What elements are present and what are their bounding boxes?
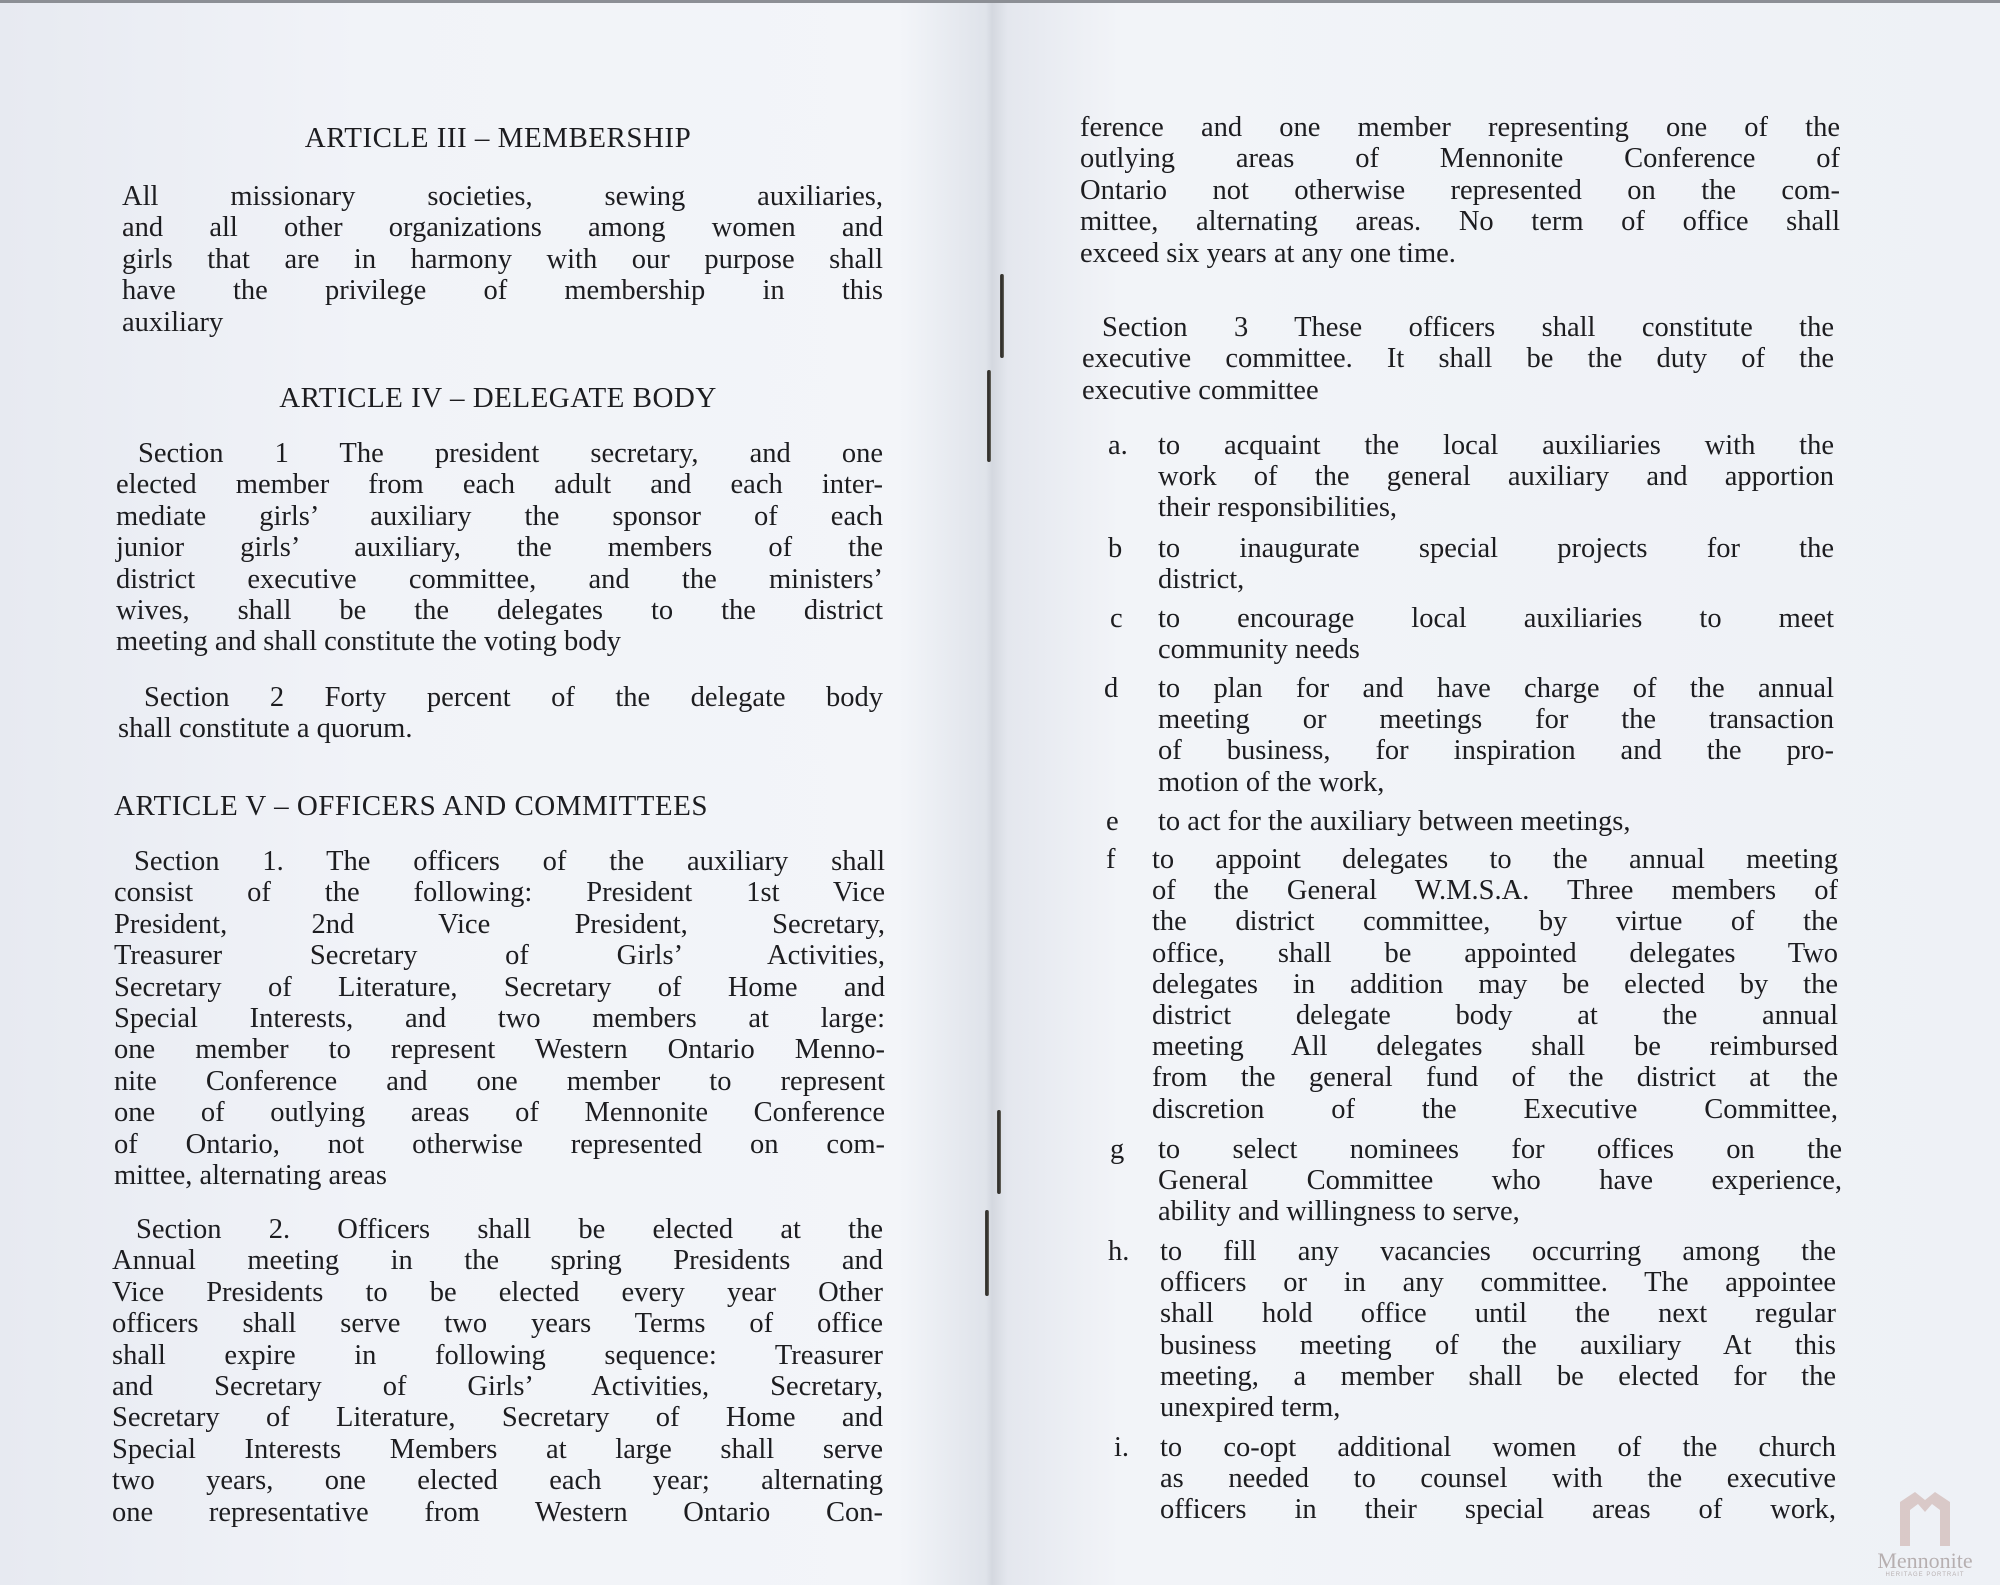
- text-line: work of the general auxiliary and apportion: [1158, 461, 1834, 493]
- section-2-continuation: [1080, 112, 1840, 269]
- list-item-text: [1158, 806, 1834, 837]
- text-line: consist of the following: President 1st Vice: [114, 877, 885, 909]
- list-item-text: [1160, 1432, 1836, 1526]
- text-line: elected member from each adult and each inter-: [116, 469, 883, 501]
- text-line: Secretary of Literature, Secretary of Home and: [112, 1402, 883, 1434]
- text-line: girls that are in harmony with our purpose shall: [122, 243, 883, 275]
- text-line: Vice Presidents to be elected every year Other: [112, 1276, 883, 1308]
- text-line: meeting, a member shall be elected for the: [1160, 1360, 1836, 1392]
- text-line: mediate girls’ auxiliary the sponsor of each: [116, 500, 883, 532]
- section-3-text: [1082, 312, 1834, 406]
- article-5-section-2: [112, 1214, 883, 1528]
- text-line: motion of the work,: [1158, 766, 1385, 798]
- text-line: one of outlying areas of Mennonite Conference: [114, 1097, 885, 1129]
- text-line: to inaugurate special projects for the: [1158, 533, 1834, 564]
- text-line: Secretary of Literature, Secretary of Home and: [114, 971, 885, 1003]
- text-line: General Committee who have experience,: [1158, 1165, 1842, 1197]
- staple-top-lower: [987, 370, 991, 462]
- list-item-text: [1158, 430, 1834, 524]
- list-marker: f: [1106, 844, 1116, 875]
- text-line: and Secretary of Girls’ Activities, Secretary,: [112, 1371, 883, 1403]
- text-line: have the privilege of membership in this: [122, 275, 883, 307]
- article-5-heading: ARTICLE V – OFFICERS AND COMMITTEES: [114, 790, 708, 822]
- text-line: one representative from Western Ontario Con-: [112, 1496, 883, 1528]
- text-line: to appoint delegates to the annual meeting: [1152, 844, 1838, 875]
- mennonite-heritage-logo: [1870, 1488, 1980, 1580]
- text-line: Special Interests Members at large shall serve: [112, 1433, 883, 1465]
- text-line: two years, one elected each year; alternating: [112, 1465, 883, 1497]
- text-line: office, shall be appointed delegates Two: [1152, 937, 1838, 969]
- text-line: shall constitute a quorum.: [118, 713, 413, 745]
- text-line: of the General W.M.S.A. Three members of: [1152, 875, 1838, 907]
- text-line: delegates in addition may be elected by the: [1152, 968, 1838, 1000]
- text-line: as needed to counsel with the executive: [1160, 1463, 1836, 1495]
- text-line: mittee, alternating areas: [114, 1160, 387, 1192]
- article-4-section-2: [118, 682, 883, 745]
- text-line: exceed six years at any one time.: [1080, 237, 1456, 269]
- text-line: meeting and shall constitute the voting body: [116, 626, 621, 658]
- list-marker: h.: [1108, 1236, 1130, 1267]
- text-line: district,: [1158, 564, 1245, 596]
- text-line: auxiliary: [122, 306, 224, 338]
- text-line: to plan for and have charge of the annual: [1158, 673, 1834, 704]
- list-marker: i.: [1114, 1432, 1130, 1463]
- text-line: ability and willingness to serve,: [1158, 1196, 1520, 1228]
- text-line: executive committee: [1082, 374, 1319, 406]
- text-line: Section 3 These officers shall constitute the: [1102, 312, 1834, 343]
- article-4-section-1: [116, 438, 883, 658]
- text-line: junior girls’ auxiliary, the members of the: [116, 532, 883, 564]
- text-line: officers or in any committee. The appointee: [1160, 1267, 1836, 1299]
- article-3-heading: ARTICLE III – MEMBERSHIP: [304, 122, 692, 154]
- text-line: the district committee, by virtue of the: [1152, 906, 1838, 938]
- text-line: discretion of the Executive Committee,: [1152, 1093, 1838, 1125]
- staple-bottom-lower: [985, 1210, 989, 1296]
- logo-subtitle: HERITAGE PORTRAIT: [1885, 1572, 1965, 1578]
- text-line: executive committee. It shall be the duty of the: [1082, 343, 1834, 375]
- list-marker: d: [1104, 673, 1119, 704]
- text-line: of Ontario, not otherwise represented on com-: [114, 1128, 885, 1160]
- text-line: business meeting of the auxiliary At this: [1160, 1329, 1836, 1361]
- article-5-section-1: [114, 846, 885, 1191]
- article-4-heading: ARTICLE IV – DELEGATE BODY: [279, 382, 717, 414]
- text-line: Treasurer Secretary of Girls’ Activities,: [114, 940, 885, 972]
- text-line: Special Interests, and two members at large:: [114, 1003, 885, 1035]
- list-marker: g: [1110, 1134, 1125, 1165]
- text-line: Section 2. Officers shall be elected at the: [136, 1214, 883, 1245]
- list-item-text: [1158, 673, 1834, 798]
- staple-top-upper: [1000, 274, 1004, 358]
- text-line: and all other organizations among women and: [122, 212, 883, 244]
- right-page: [1078, 0, 1848, 1585]
- text-line: officers in their special areas of work,: [1160, 1494, 1836, 1526]
- logo-mark-icon: [1870, 1488, 1980, 1548]
- text-line: district executive committee, and the ministers’: [116, 563, 883, 595]
- left-page: [108, 0, 888, 1585]
- article-3-text: [122, 181, 883, 338]
- list-item-text: [1160, 1236, 1836, 1423]
- text-line: to fill any vacancies occurring among the: [1160, 1236, 1836, 1267]
- text-line: All missionary societies, sewing auxiliaries,: [122, 181, 883, 212]
- text-line: officers shall serve two years Terms of office: [112, 1308, 883, 1340]
- text-line: Ontario not otherwise represented on the com-: [1080, 174, 1840, 206]
- text-line: meeting or meetings for the transaction: [1158, 704, 1834, 736]
- list-marker: b: [1108, 533, 1123, 564]
- text-line: mittee, alternating areas. No term of office shall: [1080, 206, 1840, 238]
- logo-wordmark: Mennonite: [1877, 1548, 1973, 1573]
- text-line: of business, for inspiration and the pro-: [1158, 735, 1834, 767]
- text-line: one member to represent Western Ontario Menno-: [114, 1034, 885, 1066]
- text-line: President, 2nd Vice President, Secretary,: [114, 908, 885, 940]
- text-line: unexpired term,: [1160, 1392, 1341, 1424]
- list-marker: e: [1106, 806, 1119, 837]
- text-line: to co-opt additional women of the church: [1160, 1432, 1836, 1463]
- list-item-text: [1158, 1134, 1842, 1228]
- text-line: Section 1 The president secretary, and one: [138, 438, 883, 469]
- text-line: ference and one member representing one of the: [1080, 112, 1840, 143]
- list-item-text: [1152, 844, 1838, 1125]
- text-line: to encourage local auxiliaries to meet: [1158, 603, 1834, 634]
- list-item-text: [1158, 603, 1834, 665]
- text-line: shall expire in following sequence: Treasurer: [112, 1339, 883, 1371]
- text-line: Annual meeting in the spring Presidents and: [112, 1245, 883, 1277]
- list-marker: c: [1110, 603, 1123, 634]
- text-line: meeting All delegates shall be reimbursed: [1152, 1031, 1838, 1063]
- text-line: nite Conference and one member to represent: [114, 1065, 885, 1097]
- text-line: to select nominees for offices on the: [1158, 1134, 1842, 1165]
- text-line: district delegate body at the annual: [1152, 1000, 1838, 1032]
- text-line: from the general fund of the district at the: [1152, 1062, 1838, 1094]
- text-line: outlying areas of Mennonite Conference of: [1080, 143, 1840, 175]
- text-line: their responsibilities,: [1158, 492, 1398, 524]
- staple-bottom-upper: [997, 1110, 1001, 1194]
- text-line: Section 2 Forty percent of the delegate body: [144, 682, 883, 713]
- list-item-text: [1158, 533, 1834, 595]
- list-marker: a.: [1108, 430, 1128, 461]
- text-line: Section 1. The officers of the auxiliary shall: [134, 846, 885, 877]
- text-line: wives, shall be the delegates to the district: [116, 595, 883, 627]
- text-line: to act for the auxiliary between meetings,: [1158, 806, 1631, 837]
- text-line: shall hold office until the next regular: [1160, 1298, 1836, 1330]
- text-line: to acquaint the local auxiliaries with the: [1158, 430, 1834, 461]
- text-line: community needs: [1158, 634, 1360, 666]
